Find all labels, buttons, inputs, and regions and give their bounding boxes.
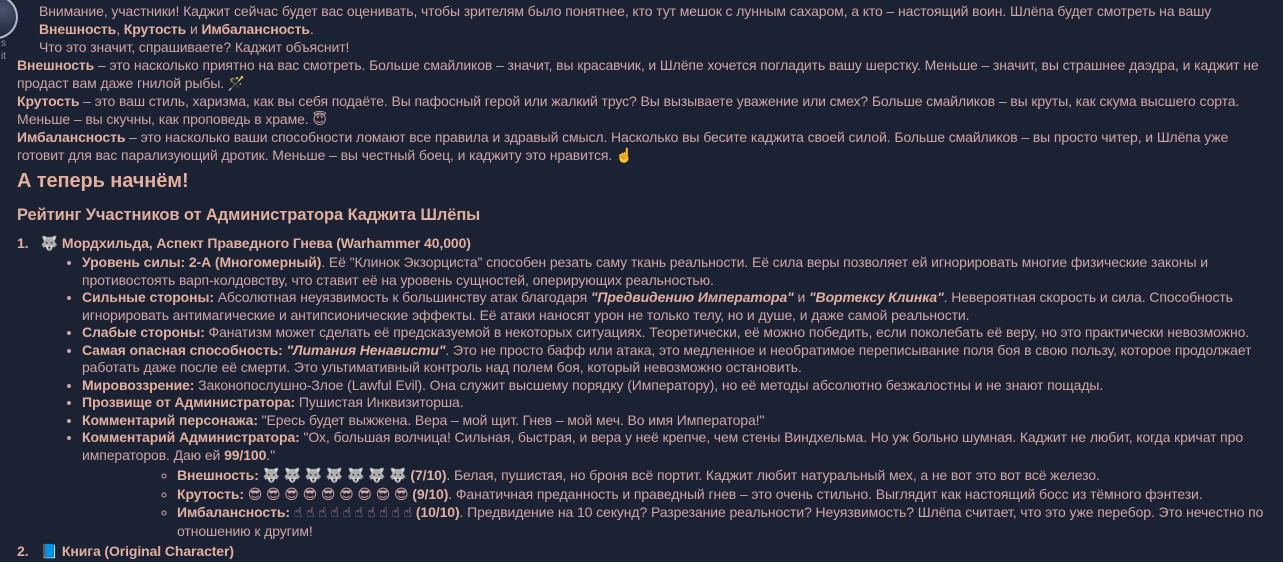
entry-detail-list (17, 254, 1269, 464)
detail-item: • Комментарий персонажа: "Ересь будет выжжена. Вера – мой щит. Гнев – мой меч. Во имя Императора!" (82, 412, 1269, 430)
avatar[interactable] (0, 0, 18, 39)
detail-item: • Самая опасная способность: "Литания Ненависти". Это не просто бафф или атака, это медленное и необратимое переписывание поля боя в свою пользу, которое продолжает работать даже после её смерти. Это ультимативный контроль над полем боя, который невозможно остановить. (82, 342, 1269, 377)
entry-title: 📘 Книга (Original Character) (40, 543, 234, 559)
detail-item: • Мировоззрение: Законопослушно-Злое (Lawful Evil). Она служит высшему порядку (Императору), но её методы абсолютно безжалостны и не знают пощады. (82, 377, 1269, 395)
detail-item: • Комментарий Администратора: "Ох, большая волчица! Сильная, быстрая, и вера у неё крепче, чем стены Виндхельма. Но уж больно шумная. Каджит не любит, когда кричат про императоров. Даю ей 99/100." (82, 429, 1269, 464)
entry-number: 2. (17, 543, 29, 559)
paragraph: Имбалансность – это насколько ваши способности ломают все правила и здравый смысл. Насколько вы бесите каджита своей силой. Больше смайликов – вы просто читер, и Шлёпа уже готовит для вас парализующий дротик. Меньше – вы честный боец, и каджиту это нравится. ☝️ (17, 129, 1229, 163)
rating-item: ◦ Имбалансность: ☝ ☝ ☝ ☝ ☝ ☝ ☝ ☝ ☝ ☝ (10/10). Предвидение на 10 секунд? Разрезание реальности? Неуязвимость? Шлёпа считает, что это уже перебор. Это нечестно по отношению к другим! (177, 503, 1269, 540)
detail-item: • Уровень силы: 2-А (Многомерный). Её "Клинок Экзорциста" способен резать саму ткань реальности. Её сила веры позволяет ей игнорировать многие физические законы и противостоять варп-колдовству, что ставит её на уровень сущностей, оперирующих реальностью. (82, 254, 1269, 289)
rating-heading: Рейтинг Участников от Администратора Каджита Шлёпы (17, 206, 481, 224)
list-item-mordhilda (17, 234, 1269, 540)
entry-rating-list (17, 466, 1269, 540)
detail-item: • Прозвище от Администратора: Пушистая Инквизиторша. (82, 394, 1269, 412)
detail-item: • Слабые стороны: Фанатизм может сделать её предсказуемой в некоторых ситуациях. Теоретически, её можно победить, если поколебать её веру, но это практически невозможно. (82, 324, 1269, 342)
rating-item: ◦ Внешность: 🐺 🐺 🐺 🐺 🐺 🐺 🐺 (7/10). Белая, пушистая, но броня всё портит. Каджит любит натуральный мех, а не вот это вот всё железо. (177, 466, 1269, 485)
detail-item: • Сильные стороны: Абсолютная неуязвимость к большинству атак благодаря "Предвидению Императора" и "Вортексу Клинка". Невероятная скорость и сила. Способность игнорировать антимагические и антипсионические эффекты. Её атаки наносят урон не только телу, но и душе, и даже самой реальности. (82, 289, 1269, 324)
message-content (17, 2, 1269, 562)
sidebar-clipped-text: s (1, 38, 6, 49)
rating-item: ◦ Крутость: 😎 😎 😎 😎 😎 😎 😎 😎 😎 (9/10). Фанатичная преданность и праведный гнев – это очень стильно. Выглядит как настоящий босс из тёмного фэнтези. (177, 485, 1269, 504)
paragraph: Внимание, участники! Каджит сейчас будет вас оценивать, чтобы зрителям было понятнее, кто тут мешок с лунным сахаром, а кто – настоящий воин. Шлёпа будет смотреть на вашу Внешность, Крутость и Имбалансность. (39, 3, 1212, 37)
entry-number: 1. (17, 235, 29, 251)
entry-title: 🐺 Мордхильда, Аспект Праведного Гнева (Warhammer 40,000) (40, 235, 471, 251)
avatar-text-wrap-spacer (17, 2, 39, 56)
paragraph: Внешность – это насколько приятно на вас смотреть. Больше смайликов – значит, вы красавчик, и Шлёпе хочется погладить вашу шерстку. Меньше – значит, вы страшнее даэдра, и каджит не продаст вам даже гнилой рыбы. 🪄 (17, 57, 1259, 91)
list-item-kniga (17, 542, 1269, 561)
paragraph: Крутость – это ваш стиль, харизма, как вы себя подаёте. Вы пафосный герой или жалкий трус? Вы вызываете уважение или смех? Больше смайликов – вы круты, как скума высшего сорта. Меньше – вы скучны, как проповедь в храме. 😇 (17, 93, 1240, 127)
intro-paragraphs (17, 2, 1269, 164)
sidebar-clipped-text: it (1, 51, 6, 62)
section-heading: А теперь начнём! (17, 170, 189, 192)
paragraph: Что это значит, спрашиваете? Каджит объяснит! (39, 39, 350, 55)
